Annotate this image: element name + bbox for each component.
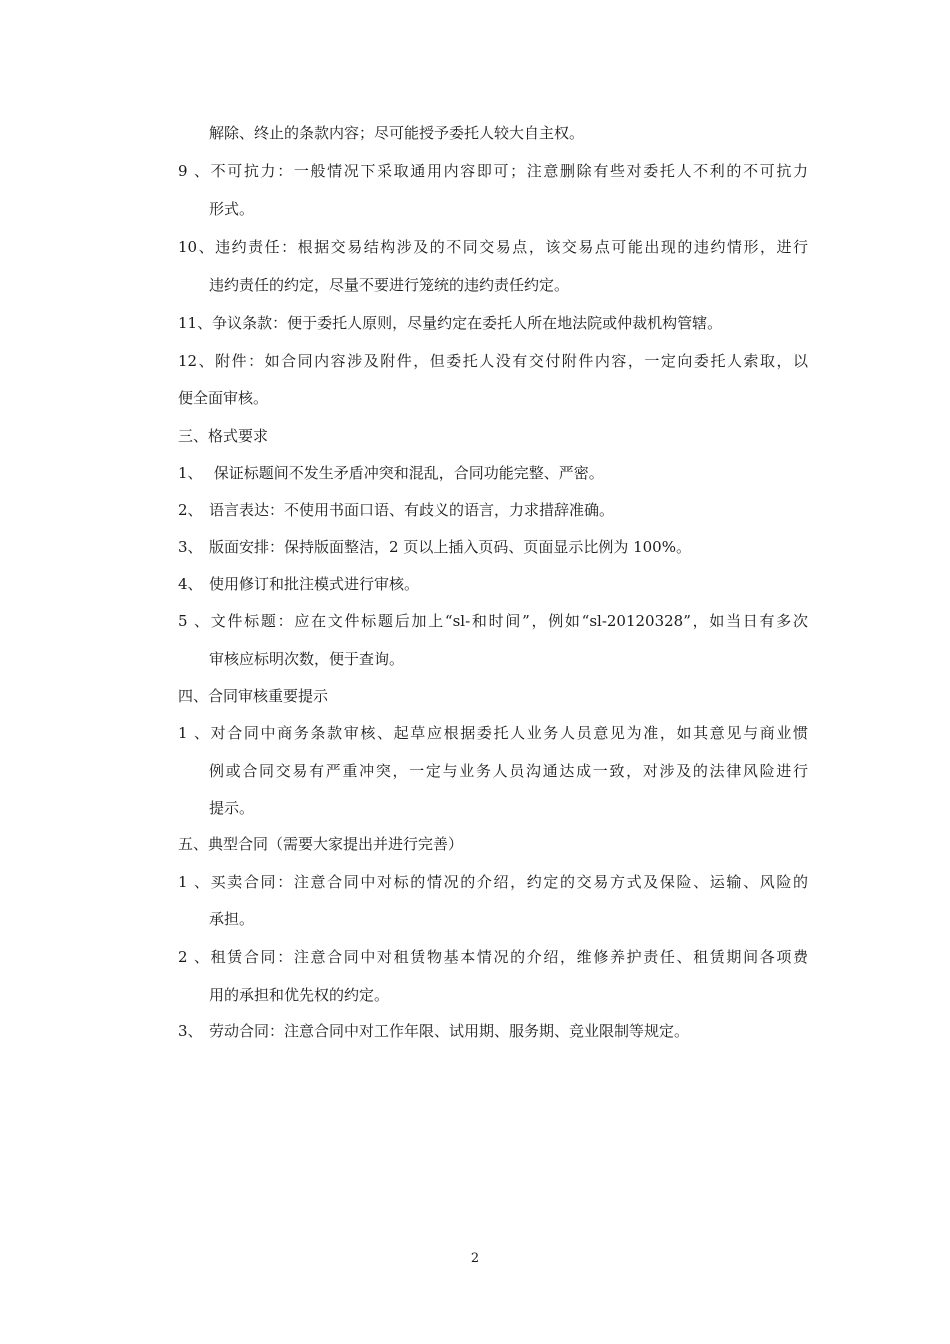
list-item-line: [178, 161, 808, 181]
body-line: [178, 388, 808, 408]
list-item-line: [178, 947, 808, 967]
list-number: 5、: [178, 612, 209, 630]
list-item-line: [178, 537, 808, 557]
list-item-line: [178, 351, 808, 371]
list-item-line: [178, 611, 808, 631]
list-number: 3、: [178, 538, 203, 556]
list-item-line: [178, 872, 808, 892]
body-line: [209, 798, 808, 818]
line-text: 对合同中商务条款审核、起草应根据委托人业务人员意见为准，如其意见与商业惯: [209, 724, 808, 742]
line-text: 违约责任的约定，尽量不要进行笼统的违约责任约定。: [209, 276, 570, 294]
list-number: 1、: [178, 873, 209, 891]
list-item-line: [178, 313, 808, 333]
body-line: [209, 761, 808, 781]
body-line: [209, 123, 808, 143]
line-text: 保证标题间不发生矛盾冲突和混乱，合同功能完整、严密。: [209, 464, 604, 482]
line-text: 版面安排：保持版面整洁，2 页以上插入页码、页面显示比例为 100%。: [209, 538, 691, 556]
list-number: 9、: [178, 162, 209, 180]
line-text: 四、合同审核重要提示: [178, 687, 329, 705]
list-item-line: [178, 723, 808, 743]
line-text: 买卖合同：注意合同中对标的情况的介绍，约定的交易方式及保险、运输、风险的: [209, 873, 808, 891]
list-number: 1、: [178, 464, 203, 482]
line-text: 语言表达：不使用书面口语、有歧义的语言，力求措辞准确。: [209, 501, 615, 519]
line-text: 使用修订和批注模式进行审核。: [209, 575, 420, 593]
line-text: 11、争议条款：便于委托人原则，尽量约定在委托人所在地法院或仲裁机构管辖。: [178, 314, 723, 332]
line-text: 三、格式要求: [178, 427, 269, 445]
section-heading: [178, 426, 808, 446]
list-number: 4、: [178, 575, 203, 593]
section-heading: [178, 686, 808, 706]
list-item-line: [178, 1021, 808, 1041]
list-number: 1、: [178, 724, 209, 742]
body-line: [209, 199, 808, 219]
list-number: 2、: [178, 501, 203, 519]
line-text: 例或合同交易有严重冲突，一定与业务人员沟通达成一致，对涉及的法律风险进行: [209, 762, 808, 780]
page-number: 2: [470, 1251, 480, 1266]
line-text: 形式。: [209, 200, 255, 218]
body-line: [209, 909, 808, 929]
line-text: 租赁合同：注意合同中对租赁物基本情况的介绍，维修养护责任、租赁期间各项费: [209, 948, 808, 966]
line-text: 审核应标明次数，便于查询。: [209, 650, 405, 668]
body-line: [209, 649, 808, 669]
line-text: 解除、终止的条款内容；尽可能授予委托人较大自主权。: [209, 124, 585, 142]
section-heading: [178, 834, 808, 854]
list-number: 3、: [178, 1022, 203, 1040]
line-text: 用的承担和优先权的约定。: [209, 986, 390, 1004]
line-text: 12、附件：如合同内容涉及附件，但委托人没有交付附件内容，一定向委托人索取，以: [178, 352, 808, 370]
list-item-line: [178, 574, 808, 594]
line-text: 五、典型合同（需要大家提出并进行完善）: [178, 835, 464, 853]
line-text: 10、违约责任：根据交易结构涉及的不同交易点，该交易点可能出现的违约情形，进行: [178, 238, 808, 256]
list-item-line: [178, 463, 808, 483]
line-text: 提示。: [209, 799, 255, 817]
body-line: [209, 985, 808, 1005]
body-line: [209, 275, 808, 295]
list-number: 2、: [178, 948, 209, 966]
line-text: 文件标题：应在文件标题后加上“sl-和时间”，例如“sl-20120328”，如当日有多次: [209, 612, 808, 630]
list-item-line: [178, 237, 808, 257]
line-text: 不可抗力：一般情况下采取通用内容即可；注意删除有些对委托人不利的不可抗力: [209, 162, 808, 180]
line-text: 劳动合同：注意合同中对工作年限、试用期、服务期、竞业限制等规定。: [209, 1022, 690, 1040]
list-item-line: [178, 500, 808, 520]
line-text: 承担。: [209, 910, 255, 928]
line-text: 便全面审核。: [178, 389, 269, 407]
